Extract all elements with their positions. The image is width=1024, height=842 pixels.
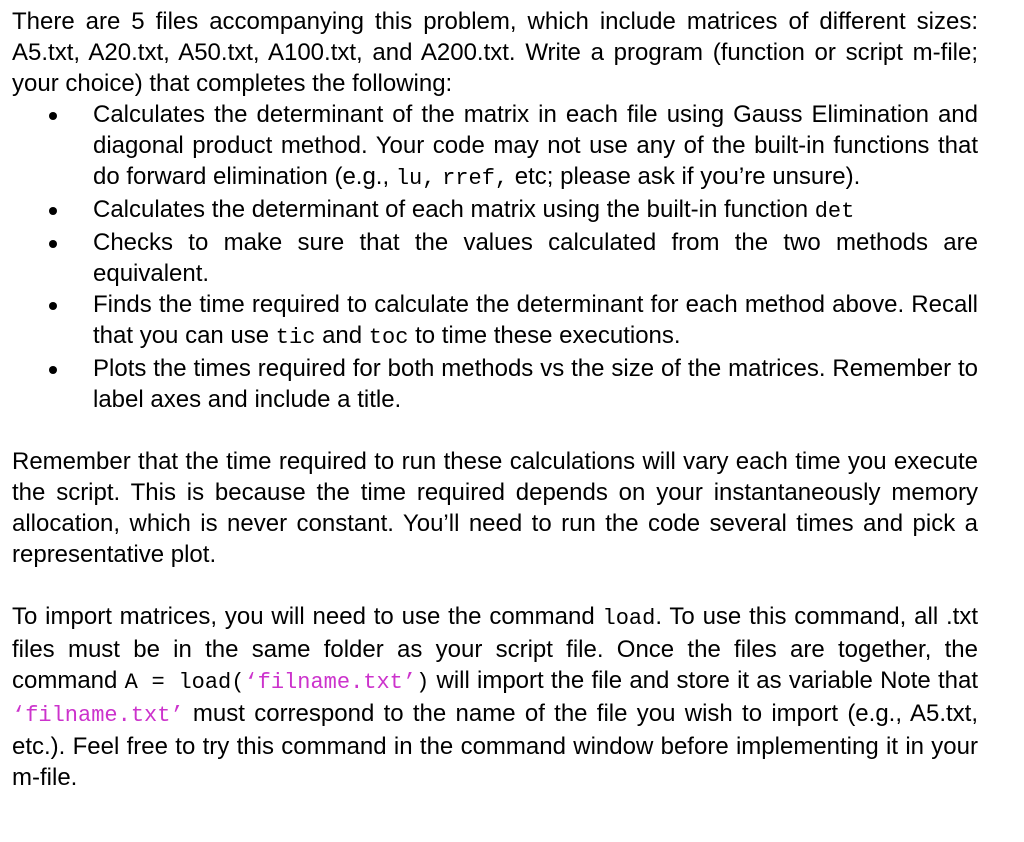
list-item: Plots the times required for both methods vs the size of the matrices. Remember to label axes and include a title. <box>12 353 978 415</box>
timing-paragraph: Remember that the time required to run these calculations will vary each time you execute the script. This is because the time required depends on your instantaneously memory allocation, which is never constant. You’ll need to run the code several times and pick a representative plot. <box>12 448 978 568</box>
bullet-icon <box>49 207 57 215</box>
requirements-list <box>12 99 978 415</box>
code-tic: tic <box>275 325 316 350</box>
import-paragraph: To import matrices, you will need to use the command load. To use this command, all .txt files must be in the same folder as your script file. Once the files are together, the command A = load(‘filname.txt’) will import the file and store it as variable Note that ‘filname.txt’ must correspond to the name of the file you wish to import (e.g., A5.txt, etc.). Feel free to try this command in the command window before implementing it in your m-file. <box>12 603 978 791</box>
bullet-icon <box>49 240 57 248</box>
bullet-icon <box>49 112 57 120</box>
list-item: Calculates the determinant of the matrix in each file using Gauss Elimination and diagonal product method. Your code may not use any of the built-in functions that do forward elimination (e.g., lu, rref, etc; please ask if you’re unsure). <box>12 99 978 194</box>
code-toc: toc <box>368 325 409 350</box>
bullet-icon <box>49 302 57 310</box>
list-item: Calculates the determinant of each matrix using the built-in function det <box>12 194 978 227</box>
code-lu: lu, <box>395 166 436 191</box>
code-load: load <box>602 606 656 631</box>
intro-paragraph: There are 5 files accompanying this problem, which include matrices of different sizes: A5.txt, A20.txt, A50.txt, A100.txt, and A200.txt. Write a program (function or script m-file; your choice) that completes the following: <box>12 8 978 97</box>
code-rref: rref, <box>442 166 509 191</box>
list-item: Checks to make sure that the values calculated from the two methods are equivalent. <box>12 227 978 289</box>
code-det: det <box>814 199 855 224</box>
document-body <box>12 6 978 793</box>
code-load-command: A = load(‘filname.txt’) <box>124 670 430 695</box>
code-string-filename: ‘filname.txt’ <box>12 703 184 728</box>
code-string: ‘filname.txt’ <box>244 670 417 695</box>
list-item: Finds the time required to calculate the determinant for each method above. Recall that you can use tic and toc to time these executions. <box>12 289 978 353</box>
bullet-icon <box>49 366 57 374</box>
spacer <box>12 570 978 601</box>
spacer <box>12 415 978 446</box>
